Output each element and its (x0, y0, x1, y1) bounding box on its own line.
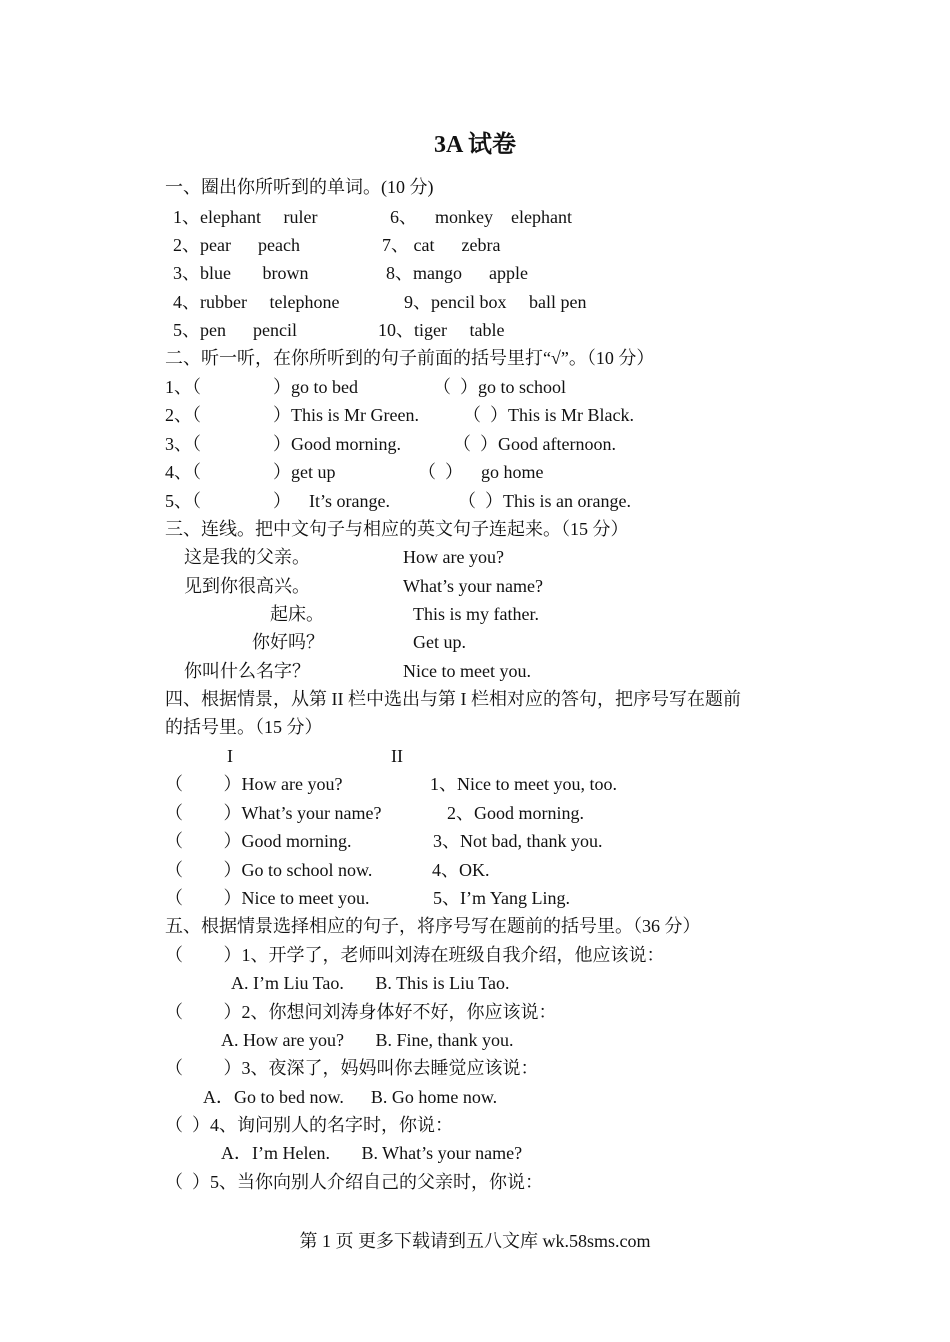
section-5-heading: 五、根据情景选择相应的句子，将序号写在题前的括号里。（36 分） (165, 916, 701, 936)
s5-question-1: （ ）1、开学了，老师叫刘涛在班级自我介绍，他应该说： (165, 945, 665, 965)
s5-options-4: A．I’m Helen. B. What’s your name? (221, 1143, 523, 1163)
s2-item-right: （ ）This is an orange. (458, 491, 631, 511)
s1-item-left: 5、pen pencil (173, 320, 297, 340)
s5-options-3: A．Go to bed now. B. Go home now. (203, 1087, 498, 1107)
s3-chinese-sentence: 你好吗？ (252, 632, 324, 652)
s2-item-left: 5、（ ） It’s orange. (165, 491, 390, 511)
s5-question-4: （ ）4、询问别人的名字时，你说： (165, 1115, 453, 1135)
s4-question: （ ）Go to school now. (165, 860, 373, 880)
s1-item-right: 10、tiger table (378, 320, 505, 340)
section-4-heading: 四、根据情景，从第 II 栏中选出与第 I 栏相对应的答句，把序号写在题前 (165, 689, 741, 709)
s5-question-3: （ ）3、夜深了，妈妈叫你去睡觉应该说： (165, 1058, 539, 1078)
s2-item-right: （ ）go to school (433, 377, 566, 397)
s5-options-1: A. I’m Liu Tao. B. This is Liu Tao. (231, 973, 510, 993)
s2-item-left: 2、（ ）This is Mr Green. (165, 405, 419, 425)
s3-english-sentence: Nice to meet you. (403, 661, 531, 681)
s4-question: （ ）Good morning. (165, 831, 352, 851)
s1-item-right: 8、mango apple (386, 263, 528, 283)
s2-item-right: （ ）Good afternoon. (453, 434, 616, 454)
section-4-heading-cont: 的括号里。（15 分） (165, 717, 323, 737)
s3-english-sentence: This is my father. (413, 604, 539, 624)
s4-question: （ ）What’s your name? (165, 803, 382, 823)
s3-chinese-sentence: 起床。 (270, 604, 324, 624)
s3-english-sentence: What’s your name? (403, 576, 543, 596)
s3-english-sentence: Get up. (413, 632, 466, 652)
page-title: 3A 试卷 (433, 132, 516, 158)
section-1-heading: 一、圈出你所听到的单词。(10 分) (165, 177, 434, 197)
s1-item-right: 7、 cat zebra (382, 235, 501, 255)
page-footer: 第 1 页 更多下载请到五八文库 wk.58sms.com (299, 1231, 651, 1251)
s2-item-left: 3、（ ）Good morning. (165, 434, 401, 454)
s4-answer: 3、Not bad, thank you. (433, 831, 603, 851)
s2-item-right: （ ） go home (418, 462, 544, 482)
s3-chinese-sentence: 见到你很高兴。 (184, 576, 310, 596)
s4-answer: 4、OK. (432, 860, 490, 880)
s2-item-right: （ ）This is Mr Black. (463, 405, 634, 425)
s1-item-left: 1、elephant ruler (173, 207, 318, 227)
s5-options-2: A. How are you? B. Fine, thank you. (221, 1030, 514, 1050)
section-3-heading: 三、连线。把中文句子与相应的英文句子连起来。（15 分） (165, 519, 629, 539)
s1-item-left: 3、blue brown (173, 263, 309, 283)
column-ii-label: II (391, 746, 403, 766)
s5-question-2: （ ）2、你想问刘涛身体好不好，你应该说： (165, 1002, 557, 1022)
section-2-heading: 二、听一听，在你所听到的句子前面的括号里打“√”。（10 分） (165, 348, 655, 368)
s4-question: （ ）Nice to meet you. (165, 888, 370, 908)
s1-item-right: 6、 monkey elephant (390, 207, 572, 227)
s4-question: （ ）How are you? (165, 774, 343, 794)
s2-item-left: 4、（ ）get up (165, 462, 336, 482)
s3-chinese-sentence: 这是我的父亲。 (184, 547, 310, 567)
s3-chinese-sentence: 你叫什么名字？ (184, 661, 310, 681)
s1-item-right: 9、pencil box ball pen (404, 292, 587, 312)
s2-item-left: 1、（ ）go to bed (165, 377, 358, 397)
s4-answer: 5、I’m Yang Ling. (433, 888, 571, 908)
s1-item-left: 4、rubber telephone (173, 292, 340, 312)
s1-item-left: 2、pear peach (173, 235, 300, 255)
s4-answer: 1、Nice to meet you, too. (430, 774, 617, 794)
s5-question-5: （ ）5、当你向别人介绍自己的父亲时，你说： (165, 1172, 543, 1192)
column-i-label: I (227, 746, 233, 766)
s3-english-sentence: How are you? (403, 547, 504, 567)
s4-answer: 2、Good morning. (447, 803, 584, 823)
